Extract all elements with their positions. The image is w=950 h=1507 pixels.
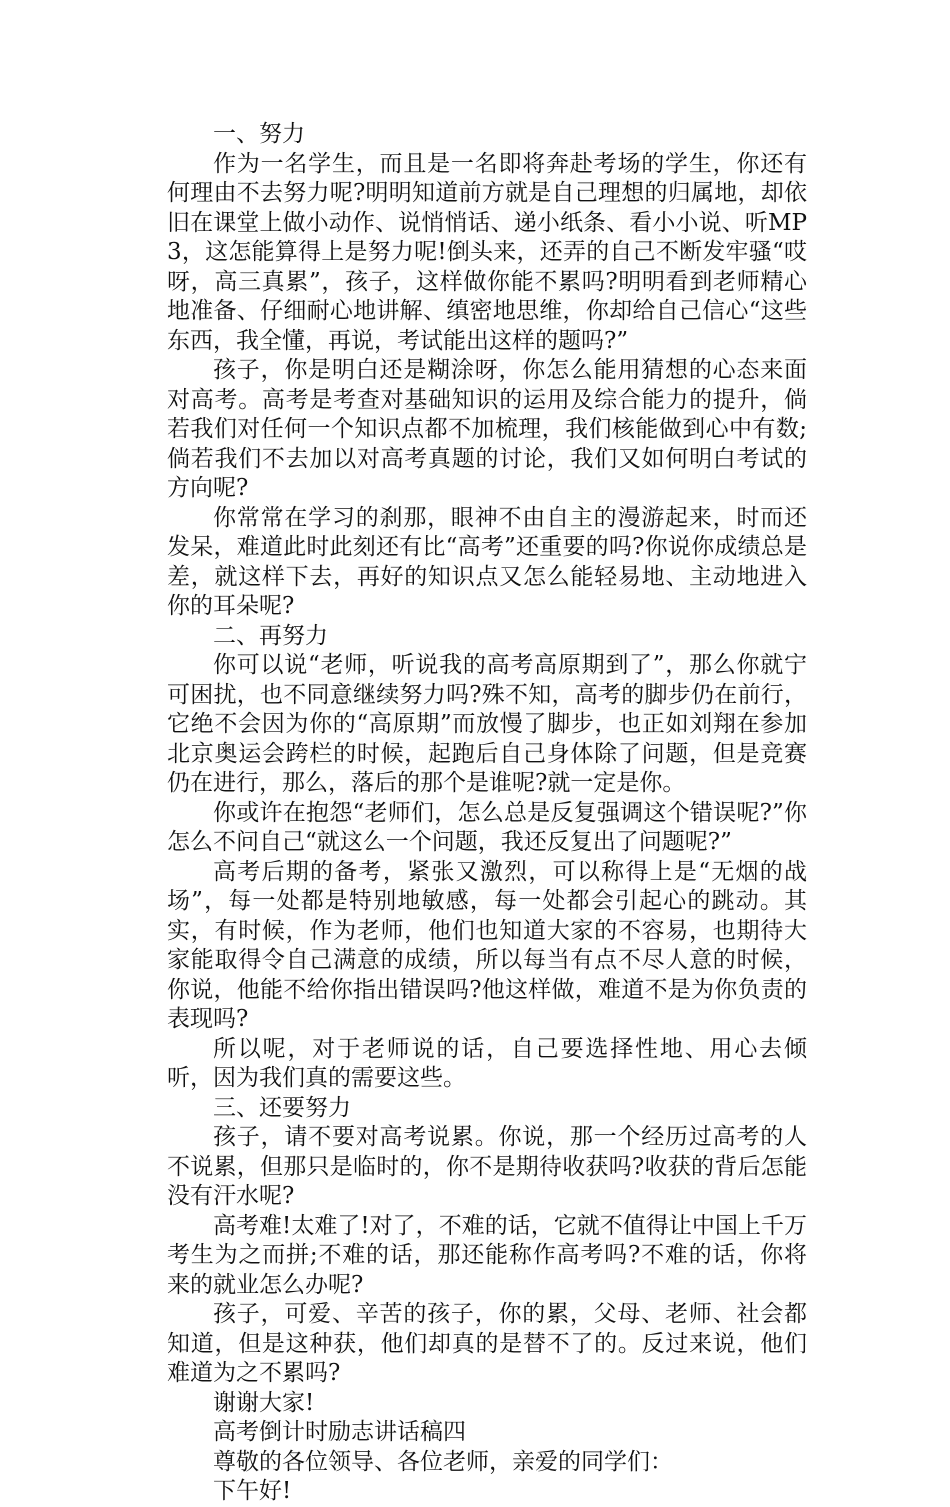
thanks-line: 谢谢大家! [213,1389,315,1416]
paragraph: 高考后期的备考，紧张又激烈，可以称得上是“无烟的战场”，每一处都是特别地敏感，每一处都会引起心的跳动。其实，有时候，作为老师，他们也知道大家的不容易，也期待大家能取得令自己满意的成绩，所以每当有点不尽人意的时候，你说，他能不给你指出错误吗?他这样做，难道不是为你负责的表现吗? [167,858,807,1032]
document-body [167,120,807,1507]
section-heading-1: 一、努力 [213,121,305,147]
paragraph: 孩子，请不要对高考说累。你说，那一个经历过高考的人不说累，但那只是临时的，你不是期待收获吗?收获的背后怎能没有汗水呢? [167,1124,807,1209]
section-heading-2: 二、再努力 [213,622,328,649]
speech-title: 高考倒计时励志讲话稿四 [213,1419,466,1445]
paragraph: 作为一名学生，而且是一名即将奔赴考场的学生，你还有何理由不去努力呢?明明知道前方就是自己理想的归属地，却依旧在课堂上做小动作、说悄悄话、递小纸条、看小小说、听MP3，这怎能算得上是努力呢!倒头来，还弄的自己不断发牢骚“哎呀，高三真累”，孩子，这样做你能不累吗?明明看到老师精心地准备、仔细耐心地讲解、缜密地思维，你却给自己信心“这些东西，我全懂，再说，考试能出这样的题吗?” [167,150,807,354]
greeting: 下午好! [213,1478,292,1504]
section-heading-3: 三、还要努力 [213,1094,351,1121]
paragraph: 所以呢，对于老师说的话，自己要选择性地、用心去倾听，因为我们真的需要这些。 [167,1035,807,1091]
paragraph: 孩子，你是明白还是糊涂呀，你怎么能用猜想的心态来面对高考。高考是考查对基础知识的运用及综合能力的提升，倘若我们对任何一个知识点都不加梳理，我们核能做到心中有数;倘若我们不去加以对高考真题的讨论，我们又如何明白考试的方向呢? [167,357,807,501]
paragraph: 你或许在抱怨“老师们，怎么总是反复强调这个错误呢?”你怎么不问自己“就这么一个问题，我还反复出了问题呢?” [167,799,807,855]
salutation: 尊敬的各位领导、各位老师，亲爱的同学们： [213,1448,673,1475]
paragraph: 你可以说“老师，听说我的高考高原期到了”，那么你就宁可困扰，也不同意继续努力吗?殊不知，高考的脚步仍在前行，它绝不会因为你的“高原期”而放慢了脚步，也正如刘翔在参加北京奥运会跨栏的时候，起跑后自己身体除了问题，但是竞赛仍在进行，那么，落后的那个是谁呢?就一定是你。 [167,652,807,796]
paragraph: 孩子，可爱、辛苦的孩子，你的累，父母、老师、社会都知道，但是这种获，他们却真的是替不了的。反过来说，他们难道为之不累吗? [167,1301,807,1386]
paragraph: 你常常在学习的刹那，眼神不由自主的漫游起来，时而还发呆，难道此时此刻还有比“高考”还重要的吗?你说你成绩总是差，就这样下去，再好的知识点又怎么能轻易地、主动地进入你的耳朵呢? [167,504,807,619]
paragraph: 高考难!太难了!对了，不难的话，它就不值得让中国上千万考生为之而拼;不难的话，那还能称作高考吗?不难的话，你将来的就业怎么办呢? [167,1212,807,1298]
